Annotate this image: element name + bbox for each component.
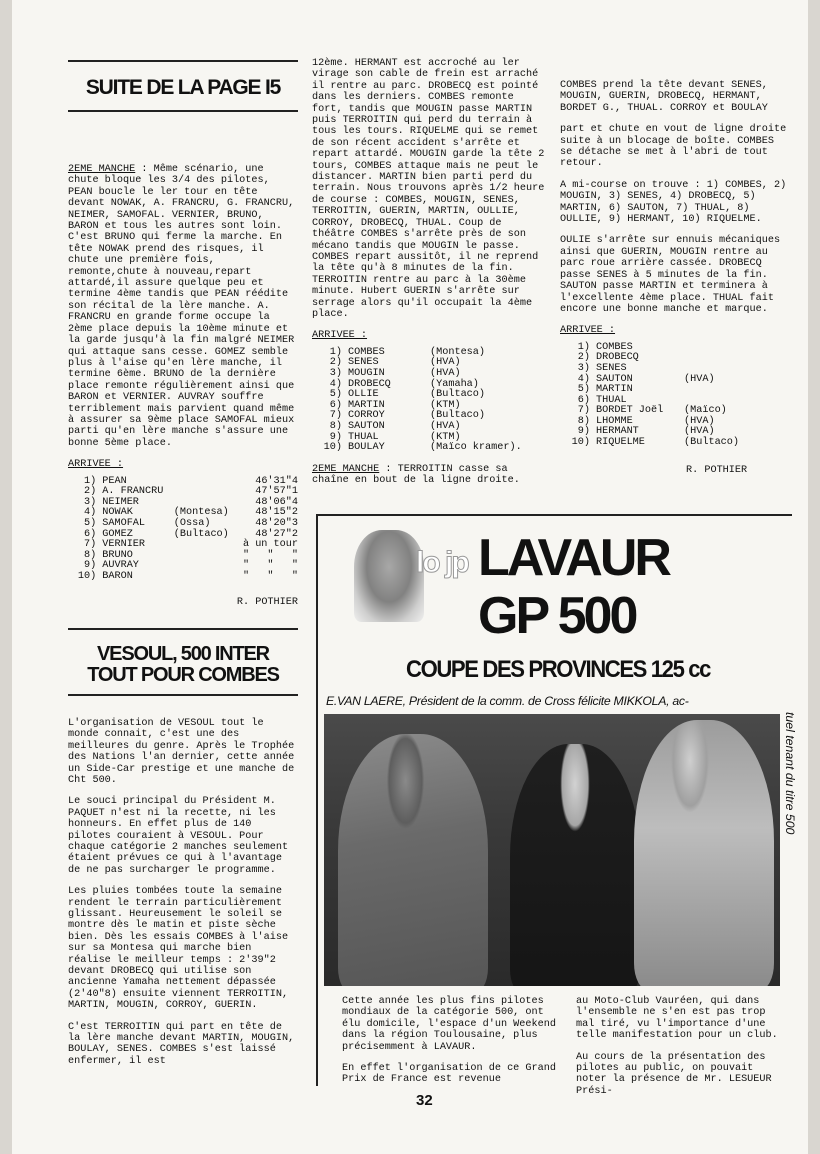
result-rank: 10) [571, 437, 590, 449]
headline-rule-bottom [68, 110, 298, 112]
result-rider: BOULAY [348, 442, 385, 454]
result-rider: MARTIN [596, 384, 633, 396]
result-row [560, 406, 792, 417]
result-row [68, 572, 298, 583]
result-bike [174, 561, 238, 572]
lavaur-text-col2 [576, 996, 788, 1107]
result-rank: 4) [329, 378, 342, 390]
headline-suite: SUITE DE LA PAGE I5 [85, 76, 281, 99]
result-bike [174, 487, 238, 498]
result-time: " " " [242, 560, 298, 572]
result-bike: (Montesa) [430, 346, 486, 358]
article-paragraph: A mi-course on trouve : 1) COMBES, 2) MOUGIN, 3) SENES, 4) DROBECQ, 5) MARTIN, 6) SAUTON, 7) THUAL, 8) OULLIE, 9) HERMANT, 10) RIQUELME. [560, 179, 787, 226]
result-rank: 8) [577, 415, 590, 427]
result-rank: 2) [329, 357, 342, 369]
result-rider: DROBECQ [596, 352, 639, 364]
right-column [560, 80, 792, 476]
article-paragraph: COMBES prend la tête devant SENES, MOUGIN, GUERIN, DROBECQ, HERMANT, BORDET G., THUAL. CORROY et BOULAY [560, 80, 768, 114]
result-bike: (Yamaha) [430, 378, 479, 390]
result-rider: LHOMME [596, 415, 633, 427]
arrivee-heading: ARRIVEE : [312, 330, 368, 342]
coupe-title: COUPE DES PROVINCES 125 cc [406, 656, 711, 683]
result-rider: SAMOFAL [102, 517, 146, 529]
result-rank: 2) [577, 352, 590, 364]
result-bike: (Maïco kramer). [430, 442, 522, 454]
result-time: à un tour [242, 539, 298, 551]
signature: R. POTHIER [236, 596, 298, 608]
result-bike: (HVA) [684, 426, 715, 438]
result-row [560, 396, 792, 407]
article-paragraph: 2EME MANCHE : TERROITIN casse sa chaîne en bout de la ligne droite. [312, 463, 520, 487]
photo-caption: E.VAN LAERE, Président de la comm. de Cross félicite MIKKOLA, ac- [326, 694, 689, 708]
result-time: 48'06"4 [255, 496, 298, 508]
results-table [312, 348, 547, 454]
result-bike: (Bultaco) [430, 389, 486, 401]
left-column [68, 60, 298, 1077]
result-rider: DROBECQ [348, 378, 391, 390]
result-rank: 4) [577, 373, 590, 385]
result-bike: (KTM) [430, 431, 461, 443]
vesoul-article [68, 718, 298, 1067]
result-row [312, 422, 547, 433]
result-bike: (HVA) [684, 373, 715, 385]
result-row [560, 353, 792, 364]
result-bike [174, 477, 238, 488]
event-title: LAVAUR [478, 529, 669, 587]
result-rank: 7) [577, 405, 590, 417]
lavaur-feature-box [316, 514, 797, 1097]
result-rank: 8) [84, 549, 97, 561]
result-rider: SENES [348, 357, 379, 369]
result-rider: OLLIE [348, 389, 379, 401]
result-time: " " " [242, 549, 298, 561]
result-rider: NOWAK [102, 507, 133, 519]
page-number: 32 [416, 1092, 433, 1109]
article-paragraph: Cette année les plus fins pilotes mondiaux de la catégorie 500, ont élu domicile, l'espace d'un Weekend dans la région Toulousaine, plus précisemment à LAVAUR. [342, 996, 556, 1053]
result-time: 48'20"3 [255, 517, 298, 529]
result-rank: 1) [329, 346, 342, 358]
result-time: 47'57"1 [255, 486, 298, 498]
event-subtitle-gp500: GP 500 [478, 587, 636, 645]
result-bike: (HVA) [430, 367, 461, 379]
result-rank: 8) [329, 420, 342, 432]
magazine-page [12, 0, 808, 1154]
results-table [68, 477, 298, 583]
result-rank: 7) [329, 410, 342, 422]
article-paragraph: Au cours de la présentation des pilotes au public, on pouvait noter la présence de Mr. LESUEUR Prési- [576, 1051, 772, 1097]
photo-figure-right [634, 720, 774, 986]
result-time: 48'15"2 [255, 507, 298, 519]
result-bike [174, 551, 238, 562]
result-rank: 5) [329, 389, 342, 401]
section-label: 2EME MANCHE [312, 463, 380, 475]
result-rider: A. FRANCRU [102, 486, 164, 498]
section-label: 2EME MANCHE [68, 164, 136, 175]
result-bike: (Bultaco) [173, 528, 229, 540]
headline-rule-top [68, 60, 298, 62]
result-rank: 9) [577, 426, 590, 438]
result-rider: RIQUELME [596, 437, 645, 449]
result-row [68, 519, 298, 530]
result-row [560, 438, 792, 449]
result-row [560, 364, 792, 375]
photo-figure-center [510, 744, 640, 986]
result-bike: (HVA) [430, 357, 461, 369]
result-rank: 9) [84, 560, 97, 572]
result-bike: (Ossa) [173, 517, 211, 529]
result-row [312, 443, 547, 454]
right-article [560, 80, 792, 315]
result-time: 46'31"4 [255, 475, 298, 487]
arrivee-heading: ARRIVEE : [560, 325, 616, 337]
result-rank: 5) [577, 384, 590, 396]
headline-vesoul: VESOUL, 500 INTER TOUT POUR COMBES [87, 642, 279, 686]
result-rider: SAUTON [596, 373, 633, 385]
result-rank: 6) [84, 528, 97, 540]
result-rider: MOUGIN [348, 367, 385, 379]
press-photo [324, 714, 780, 986]
result-rider: GOMEZ [102, 528, 133, 540]
result-rider: VERNIER [102, 539, 146, 551]
photo-caption-vertical: tuel tenant du titre 500 [783, 712, 797, 835]
article-paragraph: C'est TERROITIN qui part en tête de la lère manche devant MARTIN, MOUGIN, BOULAY, SENES. COMBES s'est laissé enfermer, il est [68, 1021, 295, 1067]
result-bike: (Bultaco) [684, 437, 740, 449]
result-rank: 3) [577, 362, 590, 374]
result-rider: CORROY [348, 410, 385, 422]
article-paragraph: 12ème. HERMANT est accroché au ler virage son cable de frein est arraché il rentre au parc. DROBECQ est pointé dans les derniers. COMBES remonte fort, tandis que MOUGIN passe MARTIN puis TERROITIN qui perd du terrain à tous les tours. RIQUELME qui se remet de son récent accident s'arrête et repart attardé. MOUGIN garde la tête 2 tours, COMBES attaque mais ne peut le distancer. MARTIN bien parti perd du terrain. Nous trouvons après 1/2 heure de course : COMBES, MOUGIN, SENES, TERROITIN, GUERIN, MARTIN, OULLIE, CORROY, DROBECQ, THUAL. Coup de théâtre COMBES s'arrête près de son mécano tandis que MOUGIN le passe. COMBES repart aussitôt, il ne reprend la tête qu'à 8 minutes de la fin. TERROITIN rentre au parc à la 30ème minute. Hubert GUERIN s'arrête sur serrage alors qu'il occupait la 4ème place. [312, 58, 545, 320]
headline-rule-top [68, 628, 298, 630]
article-paragraph: part et chute en vout de ligne droite suite à un blocage de boîte. COMBES se détache se met à l'abri de tout retour. [560, 124, 787, 170]
result-rider: THUAL [596, 394, 627, 406]
result-rank: 10) [323, 442, 342, 454]
result-time: " " " [242, 570, 298, 582]
result-bike [174, 572, 238, 583]
result-rank: 9) [329, 431, 342, 443]
headline-rule-bottom [68, 694, 298, 696]
article-paragraph: L'organisation de VESOUL tout le monde connait, c'est une des meilleures du genre. Après le Trophée des Nations l'an dernier, cette année un Side-Car prestige et une manche de Cht 500. [68, 717, 295, 786]
result-rider: BRUNO [102, 549, 133, 561]
result-rider: COMBES [348, 346, 385, 358]
result-rank: 1) [84, 475, 97, 487]
arrivee-heading: ARRIVEE : [68, 459, 124, 471]
result-rank: 5) [84, 517, 97, 529]
result-rank: 1) [577, 341, 590, 353]
result-row [560, 417, 792, 428]
signature: R. POTHIER [686, 464, 748, 476]
article-paragraph: OULIE s'arrête sur ennuis mécaniques ainsi que GUERIN, MOUGIN rentre au parc roue arrière cassée. DROBECQ passe SENES à 5 minutes de la fin. SAUTON passe MARTIN et terminera à l'excellente 4ème place. THUAL fait encore une bonne manche et marque. [560, 235, 781, 315]
result-row [560, 343, 792, 354]
article-paragraph: Les pluies tombées toute la semaine rendent le terrain particulièrement glissant. Heureusement le soleil se montre dès le matin et piste sèche bien. Dès les essais COMBES à l'aise sur sa Montesa qui marche bien réalise le meilleur temps : 2'39"2 devant DROBECQ qui utilise son ancienne Yamaha nettement dépassée (2'40"8) ensuite viennent TERROITIN, MARTIN, MOUGIN, CORROY, GUERIN. [68, 886, 289, 1012]
result-rank: 7) [84, 539, 97, 551]
result-bike: (Montesa) [173, 507, 229, 519]
lavaur-text-col1 [342, 996, 564, 1096]
result-bike: (Maïco) [684, 405, 727, 417]
result-rider: PEAN [102, 475, 127, 487]
result-rider: THUAL [348, 431, 379, 443]
result-bike: (KTM) [430, 399, 461, 411]
result-row [560, 385, 792, 396]
result-bike: (HVA) [430, 420, 461, 432]
result-bike: (HVA) [684, 415, 715, 427]
result-time: 48'27"2 [255, 528, 298, 540]
result-rank: 6) [329, 399, 342, 411]
result-rank: 10) [77, 570, 97, 582]
result-rank: 3) [84, 496, 97, 508]
result-rider: COMBES [596, 341, 633, 353]
result-rider: MARTIN [348, 399, 385, 411]
article-paragraph: En effet l'organisation de ce Grand Prix de France est revenue [342, 1063, 556, 1086]
result-rank: 4) [84, 507, 97, 519]
result-rider: SAUTON [348, 420, 385, 432]
middle-column [312, 58, 547, 497]
results-table [560, 343, 792, 449]
result-rider: BARON [102, 570, 133, 582]
photo-figure-left [338, 734, 488, 986]
result-rider: SENES [596, 362, 627, 374]
result-bike [174, 540, 238, 551]
header-photo-portrait [354, 530, 424, 622]
result-rank: 6) [577, 394, 590, 406]
result-rider: AUVRAY [102, 560, 139, 572]
result-bike: (Bultaco) [430, 410, 486, 422]
article-paragraph: 2EME MANCHE : Même scénario, une chute bloque les 3/4 des pilotes, PEAN boucle le ler tour en tête devant NOWAK, A. FRANCRU, G. FRANCRU, NEIMER, SAMOFAL. VERNIER, BRUNO, BARON et tous les autres sont loin. C'est BRUNO qui ferme la marche. En tête NOWAK prend des risques, il chute une première fois, remonte,chute à nouveau,repart attardé,il assure quelque peu et termine 4ème tandis que PEAN réédite son récital de la lère manche. A. FRANCRU en grande forme occupe la 2ème place depuis la 10ème minute et la garde jusqu'à la fin malgré NEIMER qui attaque sans cesse. GOMEZ semble plus à l'aise qu'en lère manche, il termine 6ème. BRUNO de la dernière place remonte régulièrement ainsi que BARON et VERNIER. AUVRAY souffre terriblement mais parvient quand même à assurer sa 9ème place SAMOFAL mieux parti qu'en lère manche s'assure une bonne 5ème place. [68, 164, 295, 449]
jp-logo: lo jp [416, 546, 468, 579]
result-rider: HERMANT [596, 426, 639, 438]
result-rank: 3) [329, 367, 342, 379]
result-row [560, 375, 792, 386]
article-paragraph: au Moto-Club Vauréen, qui dans l'ensemble ne s'en est pas trop mal tiré, vu l'importance d'une telle manifestation pour un club. [576, 996, 778, 1042]
result-rank: 2) [84, 486, 97, 498]
result-row [560, 427, 792, 438]
result-rider: NEIMER [102, 496, 139, 508]
result-rider: BORDET Joël [596, 405, 664, 417]
article-paragraph: Le souci principal du Président M. PAQUET n'est ni la recette, ni les honneurs. En effet plus de 140 pilotes couraient à VESOUL. Pour chaque catégorie 2 manches seulement étaient prévues ce qui à l'avantage de ne pas surcharger le programme. [68, 796, 289, 876]
result-row [312, 369, 547, 380]
